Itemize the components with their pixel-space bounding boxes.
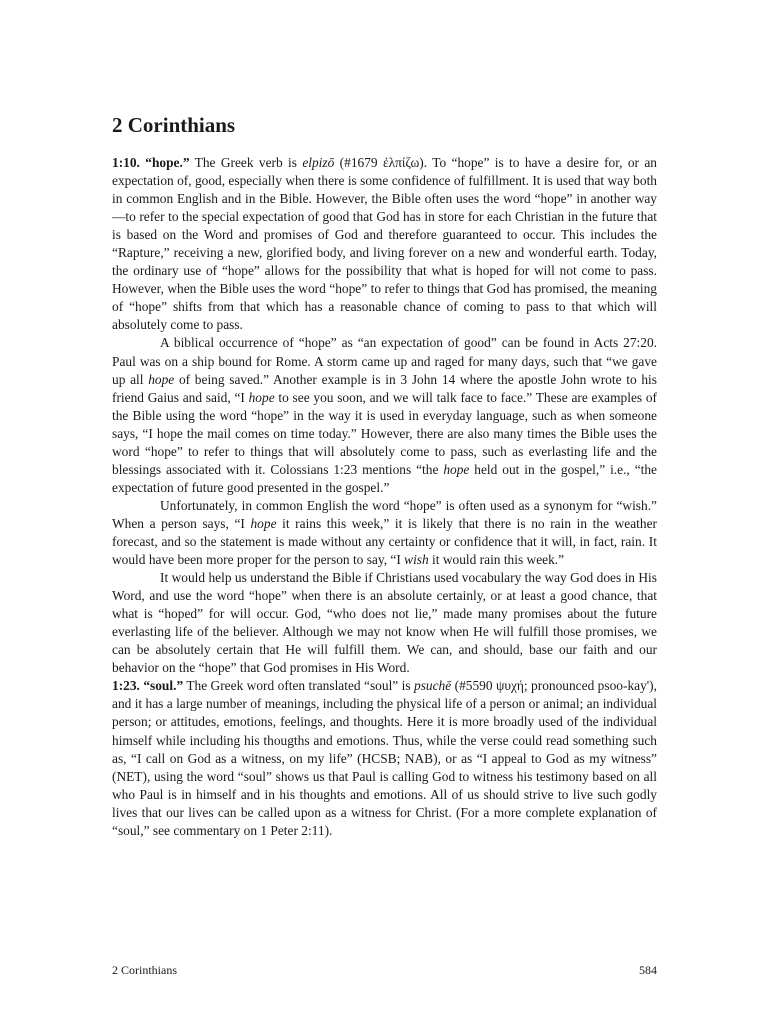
commentary-body — [112, 154, 657, 840]
document-page — [112, 0, 657, 1024]
entry-hope-paragraph-2: A biblical occurrence of “hope” as “an expectation of good” can be found in Acts 27:20. Paul was on a ship bound for Rome. A storm came up and raged for many days, such that “we gave up all hope of being saved.” Another example is in 3 John 14 where the apostle John wrote to his friend Gaius and said, “I hope to see you soon, and we will talk face to face.” These are examples of the Bible using the word “hope” in the way it is used in everyday language, such as when someone says, “I hope the mail comes on time today.” However, there are also many times the Bible uses the word “hope” to refer to things that will absolutely come to pass, such as everlasting life and the blessings associated with it. Colossians 1:23 mentions “the hope held out in the gospel,” i.e., “the expectation of future good presented in the gospel.” — [112, 335, 658, 495]
emphasis-word: hope — [248, 389, 275, 405]
greek-transliteration: psuchē — [414, 678, 452, 694]
footer-book-title: 2 Corinthians — [112, 963, 177, 977]
entry-hope-paragraph-3: Unfortunately, in common English the word “hope” is often used as a synonym for “wish.” When a person says, “I hope it rains this week,” it is likely that there is no rain in the weather forecast, and so the statement is made without any certainty or confidence that it will, in fact, rain. It would have been more proper for the person to say, “I wish it would rain this week.” — [112, 497, 658, 568]
verse-reference: 1:10. “hope.” — [112, 155, 190, 170]
entry-hope-paragraph-4: It would help us understand the Bible if Christians used vocabulary the way God does in His Word, and use the word “hope” when there is an absolute certainly, or at least a good chance, that what is “hoped” for will occur. God, “who does not lie,” made many promises about the future everlasting life of the believer. Although we may not know when He will fulfill those promises, we can be absolutely certain that He will fulfill them. We can, and should, base our faith and our behavior on the “hope” that God promises in His Word. — [112, 570, 657, 676]
chapter-title: 2 Corinthians — [112, 113, 236, 137]
emphasis-word: hope — [250, 515, 277, 531]
page-footer — [112, 963, 657, 977]
emphasis-word: hope — [443, 461, 470, 477]
verse-reference: 1:23. “soul.” — [112, 678, 184, 694]
greek-transliteration: elpizō — [302, 155, 335, 170]
emphasis-word: wish — [404, 552, 429, 568]
page-number: 584 — [639, 963, 657, 977]
entry-hope-paragraph-1: 1:10. “hope.” The Greek verb is elpizō (#1679 ἐλπίζω). To “hope” is to have a desire for, or an expectation of, good, especially when there is some confidence of fulfillment. It is used that way both in common English and in the Bible. However, the Bible often uses the word “hope” in another way—to refer to the special expectation of good that God has in store for each Christian in the future that is based on the Word and promises of God and therefore guaranteed to occur. This includes the “Rapture,” receiving a new, glorified body, and living forever on a new and wonderful earth. Today, the ordinary use of “hope” allows for the possibility that what is hoped for will not come to pass. However, when the Bible uses the word “hope” to refer to things that God has promised, the meaning of “hope” shifts from that which has a reasonable chance of coming to pass to that which will absolutely come to pass. — [112, 155, 657, 333]
entry-soul-paragraph-1: 1:23. “soul.” The Greek word often translated “soul” is psuchē (#5590 ψυχή; pronounced psoo-kay'), and it has a large number of meanings, including the physical life of a person or animal; an individual person; or attitudes, emotions, feelings, and thoughts. Here it is more broadly used of the individual himself while including his thougths and emotions. Thus, while the verse could read something such as, “I call on God as a witness, on my life” (HCSB; NAB), or as “I appeal to God as my witness” (NET), using the word “soul” shows us that Paul is calling God to witness his testimony based on all who Paul is in himself and in his thoughts and emotions. All of us should strive to live such godly lives that our lives can be called upon as a witness for Christ. (For a more complete explanation of “soul,” see commentary on 1 Peter 2:11). — [112, 678, 657, 838]
emphasis-word: hope — [148, 371, 175, 387]
